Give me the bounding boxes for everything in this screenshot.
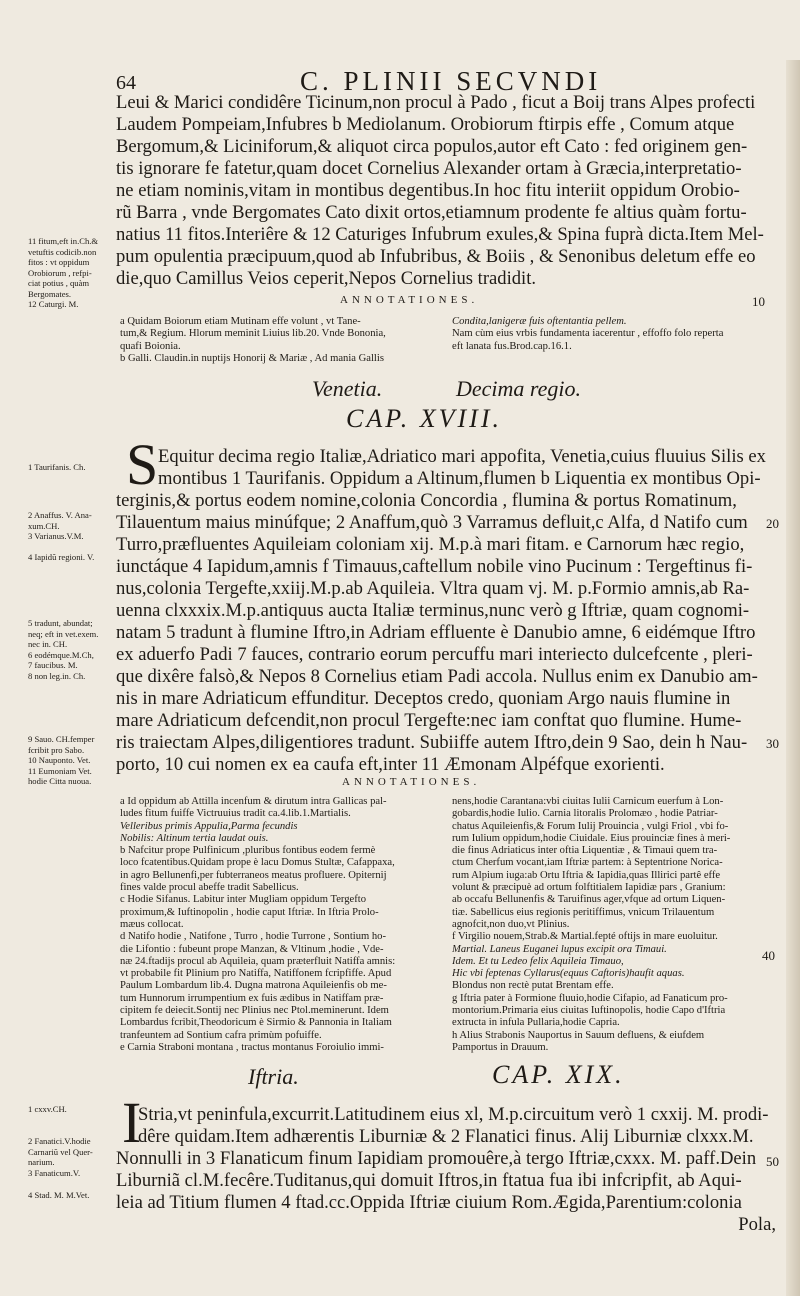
running-head: C. PLINII SECVNDI: [300, 66, 602, 96]
annotation-line: ludes fitum fuiffe Victruuius tradit ca.4.lib.1.Martialis.: [120, 808, 351, 820]
main-text-block-3: [116, 1104, 776, 1236]
annotation-line: b Nafcitur prope Pulfinicum ,pluribus fontibus eodem fermè: [120, 845, 376, 857]
annotation-line: a Id oppidum ab Attilla incenfum & dirutum intra Gallicas pal-: [120, 796, 387, 807]
text-line: ne etiam nominis,vitam in montibus degentibus.In hoc fitu interiit oppidum Orobio-: [116, 180, 740, 201]
annotation-line: rum Iulium oppidum,hodie Ciuidale. Eius prouinciæ fines à meri-: [452, 832, 731, 844]
margin-note: 7 faucibus. M.: [28, 660, 78, 670]
annotation-line: die finus Adriaticus inter oftia Liquentiæ , & Timaui quem tra-: [452, 845, 718, 857]
annotation-line: in agro Bellunenfi,per fubterraneos meatus profluere. Opiternij: [120, 869, 387, 881]
margin-note: 4 Stad. M. M.Vet.: [28, 1190, 90, 1200]
text-line: dêre quidam.Item adhærentis Liburniæ & 2 Flanatici finus. Alij Liburniæ clxxx.M.: [138, 1126, 754, 1147]
margin-note: Orobiorum , refpi-: [28, 267, 92, 278]
line-number: 30: [766, 736, 779, 751]
annotations-right-column: [452, 796, 772, 1054]
annotation-line: fines valde procul abeffe tradit Sabellicus.: [120, 882, 299, 894]
margin-note: 11 Eumoniam Vet.: [28, 765, 92, 776]
margin-note: 4 Iapidũ regioni. V.: [28, 552, 95, 562]
annotation-line: Lombardus fcribit,Theodoricum è Sirmio & Pannonia in Italiam: [120, 1017, 392, 1029]
main-text-block-1: [116, 92, 776, 290]
annotation-line: chatus Aquileienfis,& Forum Iulij Prouincia , vulgi Friol , vbi fo-: [452, 820, 729, 832]
annotation-line: Martial. Laneus Euganei lupus excipit ora Timaui.: [452, 943, 667, 955]
text-line: Nonnulli in 3 Flanaticum finum Iapidiam promouêre,à tergo Iftriæ,cxxx. M. paff.Dein: [116, 1148, 757, 1169]
annotation-line: Paulum Lombardum lib.4. Dugna matrona Aquileienfis ob me-: [120, 980, 387, 992]
page-edge: [786, 60, 800, 1296]
text-line: Pola,: [738, 1214, 776, 1235]
text-line: Tilauentum maius minúfque; 2 Anaffum,quò 3 Varramus defluit,c Alfa, d Natifo cum: [116, 512, 748, 533]
text-line: mare Adriaticum defcendit,non procul Tergefte:nec iam conftat quo flumine. Hume-: [116, 710, 742, 731]
margin-note: ciat potius , quàm: [28, 278, 90, 288]
section-title: Venetia.: [312, 376, 383, 401]
annotation-line: d Natifo hodie , Natifone , Turro , hodie Turrone , Sontium ho-: [120, 931, 387, 943]
margin-note: 1 cxxv.CH.: [28, 1104, 67, 1114]
chapter-heading: CAP. XVIII.: [346, 404, 502, 433]
text-line: terginis,& portus eodem nomine,colonia Concordia , flumina & portus Romatinum,: [116, 490, 737, 511]
annotation-line: rum Alpium iuga:ab Ortu Iftria & Iapidia,quas Illirici partê effe: [452, 869, 721, 881]
margin-note: Carnariũ vel Quer-: [28, 1146, 93, 1157]
annotation-line: Nam cùm eius vrbis fundamenta iacerentur , effoffo folo reperta: [452, 328, 724, 340]
page-number: 64: [116, 72, 136, 94]
text-line: Liburniã cl.M.fecêre.Tuditanus,qui domuit Iftros,in ftatua fua ibi infcripfit, ab Aqui-: [116, 1170, 742, 1191]
annotation-line: Idem. Et tu Ledeo felix Aquileia Timauo,: [452, 955, 624, 967]
text-line: uenna clxxxix.M.p.antiquus aucta Italiæ terminus,nunc verò g Iftriæ, quam cognomi-: [116, 600, 750, 621]
margin-note: 3 Varianus.V.M.: [28, 531, 84, 541]
text-line: Laudem Pompeiam,Infubres b Mediolanum. Orobiorum ftirpis effe , Comum atque: [116, 114, 735, 135]
text-line: Stria,vt peninfula,excurrit.Latitudinem eius xl, M.p.circuitum verò 1 cxxij. M. prodi-: [138, 1104, 769, 1125]
margin-note: 1 Taurifanis. Ch.: [28, 462, 86, 472]
line-number: 20: [766, 516, 779, 531]
annotation-line: Blondus non rectè putat Brentam effe.: [452, 980, 614, 992]
margin-note: neq; eft in vet.exem.: [28, 628, 99, 639]
annotation-line: a Quidam Boiorum etiam Mutinam effe volunt , vt Tane-: [120, 316, 361, 327]
annotation-line: tiæ. Sabellicus eius regionis peritiffimus, vnicum Trilauentum: [452, 906, 715, 918]
text-line: iunctáque 4 Iapidum,amnis f Timauus,caftellum nobile vino Pucinum : Tergeftinus fi-: [116, 556, 753, 577]
line-number: 40: [762, 948, 775, 963]
annotation-line: g Iftria pater à Formione fluuio,hodie Cifapio, ad Fanaticum pro-: [452, 992, 728, 1004]
text-line: die,quo Camillus Veios ceperit,Nepos Cornelius tradidit.: [116, 268, 537, 289]
text-line: Equitur decima regio Italiæ,Adriatico mari appofita, Venetia,cuius fluuius Silis ex: [158, 446, 766, 467]
margin-notes-group: [28, 618, 124, 681]
text-line: ris traiectam Alpes,diligentiores tradunt. Subiiffe autem Iftro,dein 9 Sao, dein h Nau-: [116, 732, 748, 753]
annotation-line: b Galli. Claudin.in nuptijs Honorij & Mariæ , Ad mania Gallis: [120, 352, 384, 364]
margin-note: 10 Nauponto. Vet.: [28, 755, 91, 765]
margin-notes-1: [28, 236, 124, 310]
line-number: 50: [766, 1154, 779, 1169]
margin-note: 2 Fanatici.V.hodie: [28, 1136, 91, 1146]
margin-notes-group: [28, 510, 124, 542]
text-line: natam 5 tradunt à flumine Iftro,in Adriam effluente è Danubio amne, 6 eidémque Iftro: [116, 622, 756, 643]
section-title: Iftria.: [248, 1064, 299, 1089]
annotation-line: quafi Boionia.: [120, 340, 181, 352]
annotations-heading: ANNOTATIONES.: [340, 294, 479, 306]
annotation-line: tum,& Regium. Hlorum meminit Liuius lib.20. Vnde Bononia,: [120, 328, 386, 340]
annotation-line: ctum Cherfum vocant,iam Iftriæ partem: à Septentrione Norica-: [452, 857, 723, 869]
annotation-line: proximum,& Iuftinopolin , hodie caput Iftriæ. In Iftria Prolo-: [120, 906, 379, 918]
annotation-line: Condita,lanigeræ fuis oftentantia pellem.: [452, 316, 627, 327]
annotation-line: loco fcatentibus.Quidam prope è lacu Domus Stultæ, Cafappaxa,: [120, 857, 395, 869]
margin-note: 6 eodémque.M.Ch,: [28, 649, 94, 660]
margin-note: hodie Citta nuoua.: [28, 776, 92, 786]
annotation-line: e Carnia Straboni montana , tractus montanus Foroiulio immi-: [120, 1041, 384, 1053]
text-line: porto, 10 cui nomen ex ea caufa eft,inter 11 Æmonam Alpéfque exorienti.: [116, 754, 665, 775]
chapter-heading: CAP. XIX.: [492, 1060, 625, 1089]
annotation-line: tum Hunnorum irrumpentium ex fuis ædibus in Natiffam præ-: [120, 992, 384, 1004]
margin-note: narium.: [28, 1157, 55, 1167]
annotation-line: extructa in infula Pullaria,hodie Capria.: [452, 1017, 620, 1029]
drop-cap: I: [122, 1090, 142, 1155]
annotation-line: h Alius Strabonis Nauportus in Sauum defluens, & eiufdem: [452, 1029, 705, 1041]
annotation-line: montorium.Primaria eius ciuitas Iuftinopolis, hodie Capo d'Iftria: [452, 1005, 726, 1017]
annotation-line: ab occafu Bellunenfis & Taruifinus ager,vfque ad ortum Liquen-: [452, 894, 726, 906]
drop-cap: S: [126, 432, 159, 497]
annotation-line: cipitem fe deiecit.Sontij nec Plinius nec Ptol.meminerunt. Idem: [120, 1005, 389, 1017]
margin-note: 12 Caturgi. M.: [28, 299, 79, 309]
margin-notes-group: [28, 734, 124, 787]
annotation-line: nens,hodie Carantana:vbi ciuitas Iulii Carnicum euerfum à Lon-: [452, 796, 724, 807]
annotation-line: Nobilis: Altinum tertia laudat ouis.: [120, 832, 269, 844]
line-number: 10: [752, 294, 765, 309]
margin-note: fcribit pro Sabo.: [28, 744, 85, 755]
text-line: montibus 1 Taurifanis. Oppidum a Altinum,flumen b Liquentia ex montibus Opi-: [158, 468, 761, 489]
annotation-line: Pamportus in Drauum.: [452, 1041, 549, 1053]
section-subtitle: Decima regio.: [456, 376, 582, 401]
text-line: rũ Barra , vnde Bergomates Cato dixit ortos,etiamnum prodente fe altius quàm fortu-: [116, 202, 747, 223]
annotation-line: eft lanata fus.Brod.cap.16.1.: [452, 340, 572, 352]
text-line: Turro,præfluentes Aquileiam coloniam xij. M.p.à mari fitam. e Carnorum hæc regio,: [116, 534, 745, 555]
margin-note: 2 Anaffus. V. Ana-: [28, 510, 92, 520]
text-line: Bergomum,& Liciniforum,& aliquot circa populos,autor eft Cato : fed originem gen-: [116, 136, 748, 157]
margin-note: 11 fitum,eft in.Ch.&: [28, 236, 99, 246]
annotation-line: vt probabile fit Plinium pro Natiffa, Natiffonem fcripfiffe. Apud: [120, 968, 392, 980]
margin-note: 8 non leg.in. Ch.: [28, 670, 86, 681]
annotations-left-column: [120, 316, 450, 365]
text-line: natius 11 fitos.Interiêre & 12 Caturiges Infubrum exules,& Spina fuprà dicta.Item Mel-: [116, 224, 764, 245]
annotation-line: mæus collocat.: [120, 918, 184, 930]
text-line: leia ad Titium flumen 4 ftad.cc.Oppida Iftriæ ciuium Rom.Ægida,Parentium:colonia: [116, 1192, 742, 1213]
text-line: nis in mare Adriaticum effunditur. Deceptos credo, quoniam Argo nauis flumine in: [116, 688, 731, 709]
annotation-line: Velleribus primis Appulia,Parma fecundis: [120, 820, 298, 832]
margin-note: nec in. CH.: [28, 639, 68, 649]
text-line: que dixêre falsò,& Nepos 8 Cornelius etiam Padi accola. Nullus enim ex Danubio am-: [116, 666, 758, 687]
annotation-line: tranfeuntem ad Sontium cafra primùm pofuiffe.: [120, 1029, 322, 1041]
margin-note: vetuftis codicib.non: [28, 246, 97, 257]
annotation-line: volunt & præcipuè ad ortum folftitialem Iapidiæ pars , Granium:: [452, 882, 726, 894]
annotations-left-column: [120, 796, 450, 1054]
margin-note: fitos : vt oppidum: [28, 257, 90, 267]
annotation-line: agnofcit,non duo,vt Plinius.: [452, 918, 570, 930]
text-line: tis ignorare fe fatetur,quam docet Cornelius Alexander ortam à Græcia,interpretatio-: [116, 158, 742, 179]
annotations-right-column: [452, 316, 782, 353]
text-line: ex aduerfo Padi 7 fauces, contrario eorum percuffu mari interiecto dulcefcente , pleri-: [116, 644, 753, 665]
annotation-line: die Lifontio : fubeunt prope Manzan, & Vltinum ,hodie , Vde-: [120, 943, 384, 955]
annotation-line: gobardis,hodie Iulio. Carnia litoralis Prolomæo , hodie Patriar-: [452, 808, 718, 820]
text-line: pum opulentia præcipuum,quod ab Infubribus, & Boiis , & Senonibus deletum effe eo: [116, 246, 756, 267]
margin-note: 5 tradunt, abundat;: [28, 618, 93, 628]
margin-notes-group: [28, 1136, 124, 1178]
annotation-line: Hic vbi feptenas Cyllarus(equus Caftoris)haufit aquas.: [452, 968, 685, 980]
margin-note: 3 Fanaticum.V.: [28, 1167, 81, 1178]
annotations-heading: ANNOTATIONES.: [342, 776, 481, 788]
margin-note: 9 Sauo. CH.femper: [28, 734, 95, 744]
annotation-line: c Hodie Sifanus. Labitur inter Mugliam oppidum Tergefto: [120, 894, 367, 906]
margin-note: xum.CH.: [28, 520, 60, 531]
text-line: nus,colonia Tergefte,xxiij.M.p.ab Aquileia. Vltra quam vj. M. p.Formio amnis,ab Ra-: [116, 578, 750, 599]
text-line: Leui & Marici condidêre Ticinum,non procul à Pado , ficut a Boij trans Alpes profecti: [116, 92, 756, 113]
annotation-line: f Virgilio nouem,Strab.& Martial.fepté oftijs in mare euoluitur.: [452, 931, 718, 943]
margin-note: Bergomates.: [28, 288, 72, 299]
main-text-block-2: [116, 446, 776, 776]
annotation-line: næ 24.ftadijs procul ab Aquileia, quam præterfluit Natiffa amnis:: [120, 955, 396, 967]
